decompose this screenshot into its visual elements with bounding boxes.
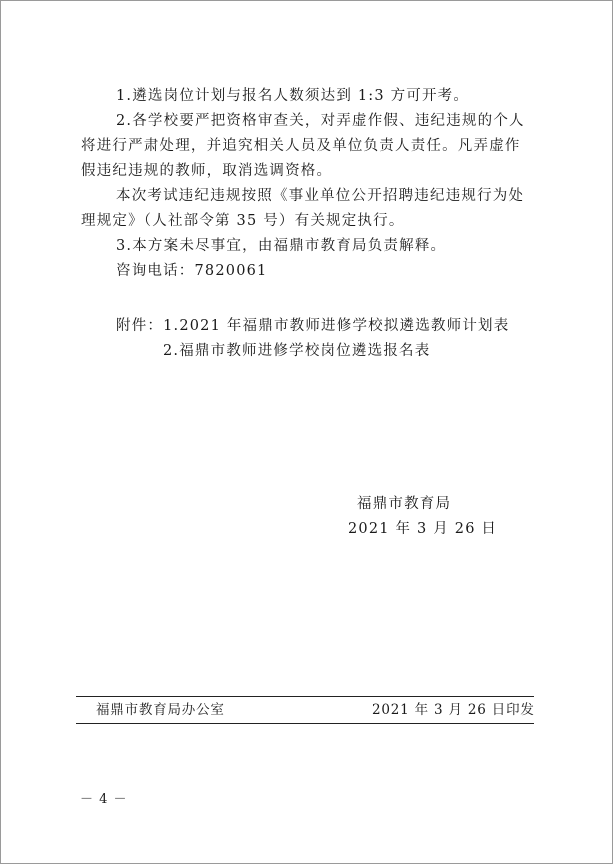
contact-phone: 咨询电话：7820061	[116, 263, 268, 279]
attachment-line-2: 2.福鼎市教师进修学校岗位遴选报名表	[163, 343, 431, 359]
body-paragraph-line-2: 理规定》（人社部令第 35 号）有关规定执行。	[81, 213, 405, 229]
signature-date: 2021 年 3 月 26 日	[348, 521, 498, 537]
body-item-3: 3.本方案未尽事宜，由福鼎市教育局负责解释。	[116, 238, 447, 254]
page-number: － 4 －	[80, 792, 128, 807]
body-item-1: 1.遴选岗位计划与报名人数须达到 1:3 方可开考。	[116, 88, 470, 104]
body-paragraph-line-1: 本次考试违纪违规按照《事业单位公开招聘违纪违规行为处	[116, 188, 525, 204]
body-item-2-line-3: 假违纪违规的教师，取消选调资格。	[81, 163, 333, 179]
footer-bottom-rule	[76, 723, 534, 724]
footer-top-rule	[76, 696, 534, 697]
footer-office: 福鼎市教育局办公室	[96, 702, 225, 718]
footer-print-date: 2021 年 3 月 26 日印发	[372, 702, 535, 718]
body-item-2-line-1: 2.各学校要严把资格审查关，对弄虚作假、违纪违规的个人	[116, 113, 525, 129]
attachment-line-1: 附件：1.2021 年福鼎市教师进修学校拟遴选教师计划表	[116, 318, 510, 334]
body-item-2-line-2: 将进行严肃处理，并追究相关人员及单位负责人责任。凡弄虚作	[81, 138, 521, 154]
signature-org: 福鼎市教育局	[357, 496, 452, 512]
